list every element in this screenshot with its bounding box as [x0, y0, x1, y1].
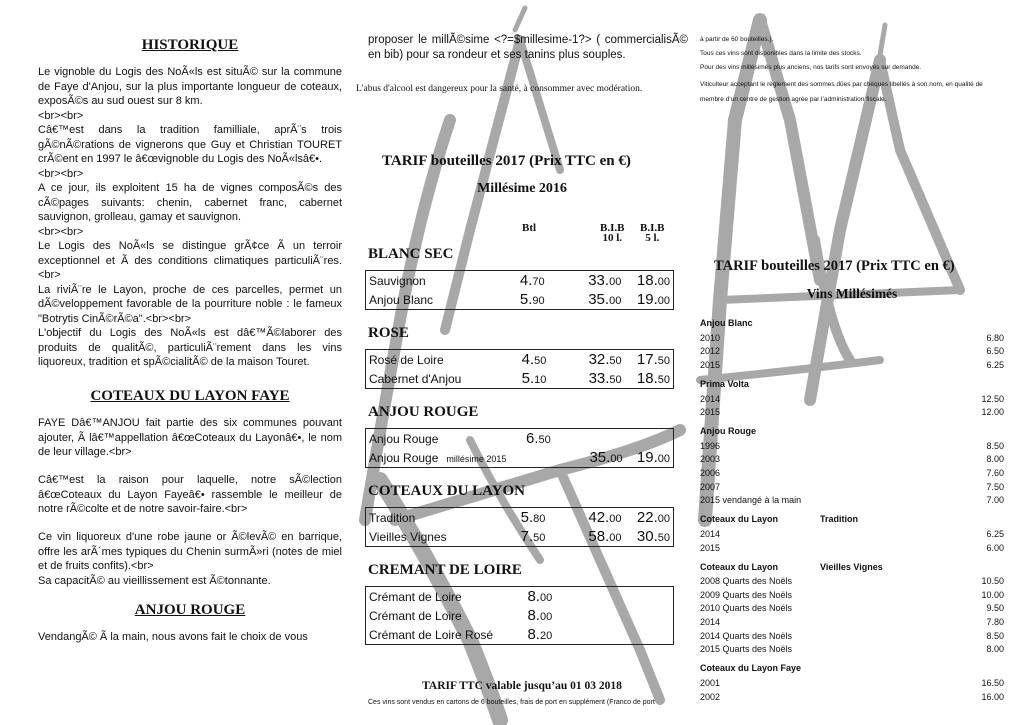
vintage-row	[700, 359, 1004, 372]
price-bib-5l	[628, 606, 673, 625]
alcohol-warning: L'abus d'alcool est dangereux pour la santé, à consommer avec modération.	[356, 84, 643, 94]
shipping-note: Ces vins sont vendus en cartons de 6 bouteilles, frais de port en supplément (Franco de port	[368, 699, 655, 706]
vintage-row	[700, 643, 1004, 656]
wine-label: Sauvignon	[369, 273, 426, 288]
price-table	[365, 507, 674, 547]
price-bib-10l-whole: 33.	[588, 272, 610, 289]
wine-label: Vieilles Vignes	[369, 529, 447, 544]
price-btl-whole: 7.	[520, 528, 534, 545]
price-bib-10l-cents: 50	[609, 355, 622, 367]
price-row	[366, 625, 674, 645]
price-bib-5l	[625, 369, 674, 389]
vintage-year: 2015	[700, 407, 721, 418]
vintage-row	[700, 332, 1004, 345]
category-heading: ROSE	[368, 325, 409, 341]
anjou-rouge-heading: ANJOU ROUGE	[134, 602, 246, 618]
note-min-bottles: à partir de 60 bouteilles.).	[700, 36, 774, 43]
price-bib-10l	[554, 448, 626, 468]
price-bib-5l	[624, 508, 673, 528]
price-btl-cents: 20	[539, 630, 553, 642]
price-btl	[520, 606, 555, 625]
vintage-year: 2001	[700, 677, 721, 688]
price-btl-cents: 50	[534, 355, 547, 367]
price-btl-whole: 5.	[519, 291, 533, 308]
price-btl-cents: 10	[534, 374, 547, 386]
vintage-row	[700, 691, 1004, 704]
wine-label: Cabernet d'Anjou	[369, 371, 462, 386]
wine-label: Crémant de Loire	[369, 608, 462, 623]
vintage-year: 2015 Quarts des Noëls	[700, 644, 793, 655]
vintage-price: 8.50	[986, 440, 1004, 451]
vintage-year: 2008 Quarts des Noëls	[700, 576, 793, 587]
price-row	[366, 271, 674, 291]
price-bib-10l	[548, 271, 625, 291]
price-row	[366, 587, 674, 607]
price-bib-5l-cents: 50	[657, 355, 670, 367]
price-btl-cents: 90	[532, 295, 545, 307]
price-btl-whole: 6.	[525, 430, 539, 447]
price-bib-10l	[554, 429, 626, 449]
price-btl-whole: 5.	[520, 509, 534, 526]
price-btl-whole: 8.	[527, 607, 540, 624]
price-row	[366, 290, 674, 310]
price-bib-5l-cents: 00	[657, 453, 670, 465]
vintage-price: 8.00	[986, 644, 1004, 655]
price-btl-cents: 00	[539, 592, 553, 604]
price-btl	[520, 587, 555, 607]
vintage-price: 16.00	[981, 691, 1004, 702]
vintage-year: 2015	[700, 359, 721, 370]
category-heading: COTEAUX DU LAYON	[368, 483, 525, 499]
vintage-price: 6.00	[986, 542, 1004, 553]
vintage-row	[700, 467, 1004, 480]
category-heading: BLANC SEC	[368, 246, 454, 262]
price-btl-cents: 50	[538, 434, 551, 446]
vintage-year: 2014 Quarts des Noëls	[700, 630, 793, 641]
price-bib-10l	[555, 587, 628, 607]
price-btl	[519, 429, 554, 449]
price-row	[366, 527, 674, 547]
vintage-row	[700, 602, 1004, 615]
price-bib-10l-whole: 58.	[588, 528, 610, 545]
price-bib-10l	[548, 290, 625, 310]
vintage-row	[700, 616, 1004, 629]
price-bib-10l-whole: 33.	[588, 370, 610, 387]
coteaux-heading: COTEAUX DU LAYON FAYE	[90, 388, 290, 404]
price-bib-5l-whole: 19.	[636, 291, 658, 308]
price-table	[365, 586, 674, 645]
vintage-row	[700, 542, 1004, 555]
vintage-group-heading: Coteaux du Layon Faye	[700, 663, 802, 674]
vintage-price: 16.50	[981, 677, 1004, 688]
historique-heading: HISTORIQUE	[141, 37, 239, 53]
wine-label: Anjou Rouge	[369, 450, 439, 465]
coteaux-text-2: Câ€™est la raison pour laquelle, notre sÃ©lection â€œCoteaux du Layon Fayeâ€• rassemble le meilleur de notre rÃ©colte et de notre savoir-faire.<br>	[38, 474, 342, 515]
price-btl	[520, 625, 555, 645]
price-bib-10l	[549, 350, 624, 370]
vintage-year: 2003	[700, 454, 721, 465]
vintage-group-heading: Anjou Blanc	[700, 318, 753, 328]
price-table	[365, 349, 674, 389]
price-bib-10l-whole: 42.	[588, 509, 610, 526]
vintage-row	[700, 345, 1004, 358]
vintage-price: 6.50	[986, 346, 1004, 357]
vintage-price: 8.50	[986, 630, 1004, 641]
price-btl-cents: 50	[533, 532, 546, 544]
vintage-year: 1996	[700, 440, 721, 451]
price-bib-5l-whole: 18.	[636, 370, 658, 387]
price-btl-whole: 8.	[527, 626, 540, 643]
price-bib-5l-cents: 50	[657, 532, 670, 544]
coteaux-text-3: Ce vin liquoreux d'une robe jaune or Ã©levÃ© en barrique, offre les arÃ´mes typiques du Chenin surmÃ»ri (notes de miel et de fruits confits).<br> Sa capacitÃ© au vieillissement est Ã©tonnante.	[38, 531, 342, 587]
vintage-group-heading: Coteaux du Layon	[700, 561, 779, 572]
price-bib-10l-cents: 00	[609, 276, 622, 288]
vintage-year: 2010 Quarts des Noëls	[700, 603, 793, 614]
vintage-subtitle: Vins Millésimés	[806, 286, 898, 301]
price-bib-10l-cents: 00	[610, 453, 623, 465]
historique-text: Le vignoble du Logis des NoÃ«ls est situÃ© sur la commune de Faye d'Anjou, sur la plus importante longueur de coteaux, exposÃ©s au sud ouest sur 8 km. <br><br> Câ€™est dans la tradition familliale, aprÃ¨s trois gÃ©nÃ©rations de vignerons que Guy et Christian TOURET crÃ©ent en 1997 le â€œvignoble du Logis des NoÃ«lsâ€•. <br><br> A ce jour, ils exploitent 15 ha de vignes composÃ©s des cÃ©pages suivants: chenin, cabernet franc, cabernet sauvignon, grolleau, gamay et sauvignon. <br><br> Le Logis des NoÃ«ls se distingue grÃ¢ce Ã un terroir exceptionnel et Ã des conditions climatiques particuliÃ¨res.<br> La riviÃ¨re le Layon, proche de ces parcelles, permet un dÃ©veloppement favorable de la pourriture noble : le fameux "Botrytis CinÃ©rÃ©a".<br><br>	[38, 66, 342, 325]
anjou-rouge-text-continued: proposer le millÃ©sime <?=$millesime-1?> ( commercialisÃ© en bib) pour sa rondeur et ses tanins plus souples.	[368, 34, 688, 61]
vintage-group-subheading: Tradition	[820, 514, 858, 525]
historique-objective-text: L'objectif du Logis des NoÃ«ls est dâ€™Ã©laborer des produits de qualitÃ©, particuliÃ¨rement dans les vins liquoreux, tradition et spÃ©cialitÃ© de la maison Touret.	[38, 327, 342, 368]
price-bib-5l	[626, 448, 674, 468]
price-table	[365, 428, 674, 468]
price-row	[366, 369, 674, 389]
price-bib-5l-whole: 22.	[636, 509, 658, 526]
vintage-row	[700, 494, 1004, 507]
price-bib-10l	[548, 508, 624, 528]
vintage-year: 2015	[700, 542, 721, 553]
price-bib-5l	[628, 625, 673, 645]
tarif-title: TARIF bouteilles 2017 (Prix TTC en €)	[382, 153, 631, 169]
vintage-price: 12.00	[981, 407, 1004, 418]
price-bib-5l-whole: 19.	[636, 449, 658, 466]
price-bib-10l	[555, 606, 628, 625]
price-bib-5l-whole: 17.	[636, 351, 658, 368]
price-btl-whole: 4.	[521, 351, 535, 368]
vintage-row	[700, 575, 1004, 588]
vintage-row	[700, 630, 1004, 643]
vintage-price: 10.00	[981, 589, 1004, 600]
note-stock: Tous ces vins sont disponibles dans la limite des stocks.	[700, 50, 862, 57]
price-btl	[512, 290, 547, 310]
millesime-label: Millésime 2016	[477, 181, 567, 196]
anjou-rouge-text: VendangÃ© Ã la main, nous avons fait le choix de vous	[38, 631, 308, 643]
col-header-btl: Btl	[522, 222, 537, 234]
price-btl	[513, 508, 548, 528]
vintage-row	[700, 406, 1004, 419]
vintage-price: 6.80	[986, 332, 1004, 343]
price-bib-5l-cents: 00	[657, 513, 670, 525]
price-row	[366, 606, 674, 625]
price-bib-10l	[555, 625, 628, 645]
col-header-bib-5l: B.I.B 5 l.	[640, 222, 665, 244]
price-row	[366, 350, 674, 370]
vintage-row	[700, 440, 1004, 453]
vintage-group-heading: Prima Volta	[700, 378, 749, 389]
price-btl	[514, 350, 549, 370]
vintage-year: 2009 Quarts des Noëls	[700, 589, 793, 600]
price-bib-5l-cents: 00	[657, 295, 670, 307]
price-btl-whole: 4.	[519, 272, 533, 289]
price-btl-cents: 70	[532, 276, 545, 288]
vintage-price: 6.25	[986, 528, 1004, 539]
price-bib-5l	[626, 429, 674, 449]
vintage-price: 7.80	[986, 617, 1004, 627]
note-payment: Viticulteur acceptant le règlement des sommes dûes par chèques libellés à son nom, en qualité de membre d’un centre de gestion agrée par l’administration fiscale.	[700, 81, 983, 103]
vintage-group-subheading: Vieilles Vignes	[820, 561, 883, 572]
vintage-year: 2007	[700, 481, 721, 492]
price-btl	[514, 369, 549, 389]
vintage-year: 2014	[700, 393, 721, 404]
category-heading: ANJOU ROUGE	[368, 404, 479, 420]
price-bib-10l-cents: 00	[609, 513, 622, 525]
vintage-year: 2014	[700, 617, 721, 627]
coteaux-text-1: FAYE Dâ€™ANJOU fait partie des six communes pouvant ajouter, Ã lâ€™appellation â€œCoteaux du Layonâ€•, le nom de leur village.<br>	[38, 417, 342, 458]
price-bib-5l	[624, 527, 673, 547]
wine-label: Anjou Blanc	[369, 292, 434, 307]
price-bib-10l-whole: 35.	[588, 291, 610, 308]
price-bib-5l-cents: 00	[657, 276, 670, 288]
vintage-row	[700, 453, 1004, 466]
price-bib-10l	[548, 527, 624, 547]
price-bib-5l	[625, 350, 674, 370]
price-row	[366, 429, 674, 449]
price-btl	[512, 271, 547, 291]
price-btl-whole: 8.	[527, 588, 540, 605]
price-bib-5l-whole: 30.	[636, 528, 658, 545]
price-bib-10l-cents: 00	[609, 532, 622, 544]
vintage-price: 9.50	[986, 603, 1004, 614]
price-bib-5l	[628, 587, 673, 607]
vintage-year: 2002	[700, 691, 721, 702]
price-btl	[519, 448, 554, 468]
col-header-bib-10l: B.I.B 10 l.	[600, 222, 625, 244]
vintage-price: 7.50	[986, 481, 1004, 492]
price-bib-10l-whole: 35.	[589, 449, 611, 466]
wine-label: Anjou Rouge	[369, 431, 439, 446]
vintage-price: 10.50	[981, 576, 1004, 587]
price-btl-cents: 80	[533, 513, 546, 525]
vintage-group-heading: Coteaux du Layon	[700, 514, 779, 525]
category-heading: CREMANT DE LOIRE	[368, 562, 522, 578]
wine-label: Tradition	[369, 510, 416, 525]
price-btl	[513, 527, 548, 547]
tarif-validity: TARIF TTC valable jusqu’au 01 03 2018	[422, 680, 622, 692]
price-bib-10l-cents: 50	[609, 374, 622, 386]
price-bib-10l	[549, 369, 624, 389]
vintage-price: 7.60	[986, 468, 1004, 478]
wine-label: Crémant de Loire Rosé	[369, 627, 494, 642]
vintage-year: 2014	[700, 528, 721, 539]
vintage-row	[700, 677, 1004, 690]
vintage-row	[700, 481, 1004, 494]
wine-label: Rosé de Loire	[369, 352, 444, 367]
price-bib-10l-cents: 00	[609, 295, 622, 307]
price-bib-5l	[624, 290, 673, 310]
vintage-row	[700, 589, 1004, 602]
wine-note: millésime 2015	[446, 453, 507, 464]
vintage-price: 8.00	[986, 454, 1004, 465]
vintage-row	[700, 528, 1004, 541]
note-older-vintages: Pour des vins millésimés plus anciens, nos tarifs sont envoyés sur demande.	[700, 64, 922, 71]
vintage-price: 12.50	[981, 393, 1004, 404]
price-bib-5l-cents: 50	[657, 374, 670, 386]
vintage-year: 2015 vendangé à la main	[700, 495, 802, 506]
price-row	[366, 448, 674, 468]
vintage-year: 2006	[700, 468, 721, 478]
vintage-tarif-title: TARIF bouteilles 2017 (Prix TTC en €)	[714, 258, 955, 274]
vintage-row	[700, 393, 1004, 406]
price-btl-whole: 5.	[521, 370, 535, 387]
vintage-price: 6.25	[986, 359, 1004, 370]
price-btl-cents: 00	[539, 611, 553, 623]
vintage-year: 2010	[700, 332, 721, 343]
wine-label: Crémant de Loire	[369, 589, 462, 604]
price-bib-10l-whole: 32.	[588, 351, 610, 368]
price-bib-5l	[624, 271, 673, 291]
vintage-price: 7.00	[986, 495, 1004, 506]
vintage-year: 2012	[700, 346, 721, 357]
vintage-group-heading: Anjou Rouge	[700, 426, 756, 437]
price-table	[365, 270, 674, 310]
price-row	[366, 508, 674, 528]
price-bib-5l-whole: 18.	[636, 272, 658, 289]
